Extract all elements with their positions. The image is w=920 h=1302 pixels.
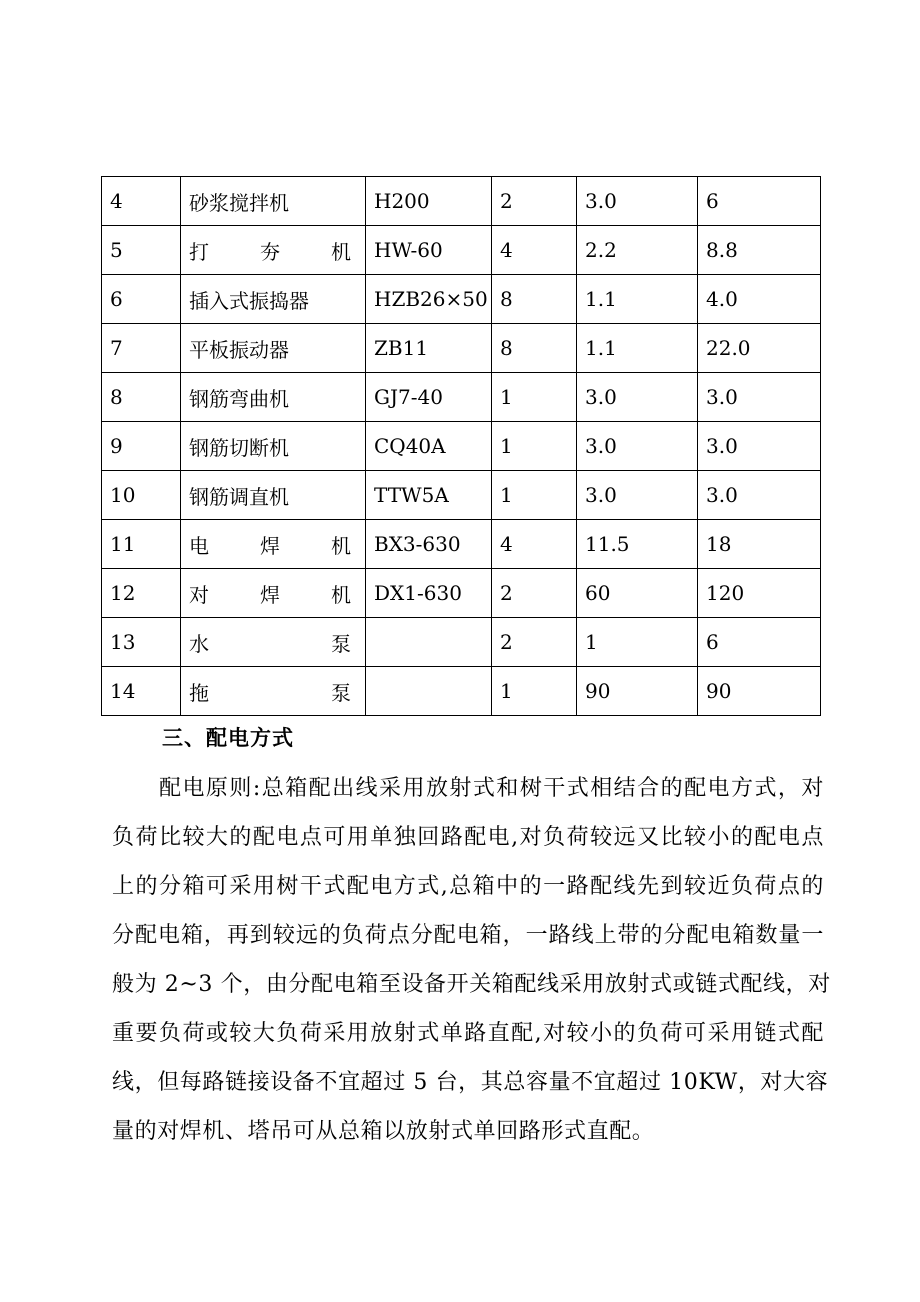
- cell-total-power: 90: [698, 667, 821, 716]
- cell-quantity: 2: [492, 569, 577, 618]
- cell-quantity: 8: [492, 324, 577, 373]
- cell-equipment-name: [181, 520, 366, 569]
- cell-number: 8: [102, 373, 181, 422]
- cell-total-power: 6: [698, 177, 821, 226]
- cell-number: 13: [102, 618, 181, 667]
- distribution-paragraph: [112, 764, 831, 1156]
- cell-model: [366, 667, 492, 716]
- table-row: [102, 471, 821, 520]
- cell-unit-power: 60: [577, 569, 698, 618]
- equipment-table-body: [102, 177, 821, 716]
- equipment-name-spread: 水 泵: [189, 631, 351, 656]
- table-row: [102, 373, 821, 422]
- cell-model: BX3-630: [366, 520, 492, 569]
- table-row: [102, 275, 821, 324]
- cell-equipment-name: [181, 667, 366, 716]
- cell-unit-power: 1.1: [577, 275, 698, 324]
- cell-total-power: 18: [698, 520, 821, 569]
- cell-quantity: 1: [492, 422, 577, 471]
- equipment-name-spread: 拖 泵: [189, 680, 351, 705]
- cell-unit-power: 11.5: [577, 520, 698, 569]
- table-row: [102, 324, 821, 373]
- cell-total-power: 3.0: [698, 422, 821, 471]
- cell-quantity: 4: [492, 520, 577, 569]
- cell-number: 5: [102, 226, 181, 275]
- paragraph-line: 般为 2~3 个，由分配电箱至设备开关箱配线采用放射式或链式配线，对: [112, 972, 831, 997]
- equipment-name-spread: 电 焊 机: [189, 533, 351, 558]
- cell-total-power: 22.0: [698, 324, 821, 373]
- section-heading: 三、配电方式: [162, 725, 294, 750]
- cell-unit-power: 3.0: [577, 471, 698, 520]
- table-row: [102, 667, 821, 716]
- cell-number: 6: [102, 275, 181, 324]
- table-row: [102, 618, 821, 667]
- cell-equipment-name: [181, 618, 366, 667]
- cell-number: 12: [102, 569, 181, 618]
- cell-total-power: 4.0: [698, 275, 821, 324]
- equipment-name-spread: 对 焊 机: [189, 582, 351, 607]
- cell-unit-power: 1.1: [577, 324, 698, 373]
- cell-model: GJ7-40: [366, 373, 492, 422]
- cell-model: DX1-630: [366, 569, 492, 618]
- cell-total-power: 6: [698, 618, 821, 667]
- cell-quantity: 8: [492, 275, 577, 324]
- cell-model: [366, 618, 492, 667]
- paragraph-line: 配电原则:总箱配出线采用放射式和树干式相结合的配电方式，对: [159, 776, 824, 801]
- cell-quantity: 2: [492, 177, 577, 226]
- paragraph-line: 量的对焊机、塔吊可从总箱以放射式单回路形式直配。: [112, 1119, 655, 1144]
- cell-equipment-name: 钢筋弯曲机: [181, 373, 366, 422]
- cell-number: 11: [102, 520, 181, 569]
- cell-model: HZB26×50: [366, 275, 492, 324]
- paragraph-line: 上的分箱可采用树干式配电方式,总箱中的一路配线先到较近负荷点的: [112, 874, 824, 899]
- cell-unit-power: 1: [577, 618, 698, 667]
- cell-equipment-name: 插入式振捣器: [181, 275, 366, 324]
- cell-unit-power: 3.0: [577, 177, 698, 226]
- cell-equipment-name: 砂浆搅拌机: [181, 177, 366, 226]
- cell-model: HW-60: [366, 226, 492, 275]
- cell-equipment-name: [181, 569, 366, 618]
- cell-unit-power: 2.2: [577, 226, 698, 275]
- cell-quantity: 4: [492, 226, 577, 275]
- cell-model: CQ40A: [366, 422, 492, 471]
- cell-total-power: 3.0: [698, 373, 821, 422]
- paragraph-line: 重要负荷或较大负荷采用放射式单路直配,对较小的负荷可采用链式配: [112, 1021, 824, 1046]
- cell-unit-power: 3.0: [577, 373, 698, 422]
- table-row: [102, 569, 821, 618]
- cell-number: 10: [102, 471, 181, 520]
- cell-equipment-name: 钢筋切断机: [181, 422, 366, 471]
- paragraph-line: 分配电箱，再到较远的负荷点分配电箱，一路线上带的分配电箱数量一: [112, 923, 824, 948]
- cell-number: 9: [102, 422, 181, 471]
- table-row: [102, 422, 821, 471]
- cell-unit-power: 3.0: [577, 422, 698, 471]
- cell-total-power: 3.0: [698, 471, 821, 520]
- paragraph-line: 负荷比较大的配电点可用单独回路配电,对负荷较远又比较小的配电点: [112, 825, 824, 850]
- equipment-table: [101, 176, 821, 716]
- cell-equipment-name: [181, 226, 366, 275]
- equipment-name-spread: 打 夯 机: [189, 239, 351, 264]
- cell-equipment-name: 钢筋调直机: [181, 471, 366, 520]
- cell-model: ZB11: [366, 324, 492, 373]
- cell-total-power: 8.8: [698, 226, 821, 275]
- cell-quantity: 1: [492, 471, 577, 520]
- cell-model: TTW5A: [366, 471, 492, 520]
- cell-quantity: 2: [492, 618, 577, 667]
- cell-number: 7: [102, 324, 181, 373]
- paragraph-line: 线，但每路链接设备不宜超过 5 台，其总容量不宜超过 10KW，对大容: [112, 1070, 829, 1095]
- cell-quantity: 1: [492, 667, 577, 716]
- cell-quantity: 1: [492, 373, 577, 422]
- cell-number: 4: [102, 177, 181, 226]
- table-row: [102, 177, 821, 226]
- cell-model: H200: [366, 177, 492, 226]
- cell-number: 14: [102, 667, 181, 716]
- cell-unit-power: 90: [577, 667, 698, 716]
- cell-total-power: 120: [698, 569, 821, 618]
- cell-equipment-name: 平板振动器: [181, 324, 366, 373]
- table-row: [102, 226, 821, 275]
- table-row: [102, 520, 821, 569]
